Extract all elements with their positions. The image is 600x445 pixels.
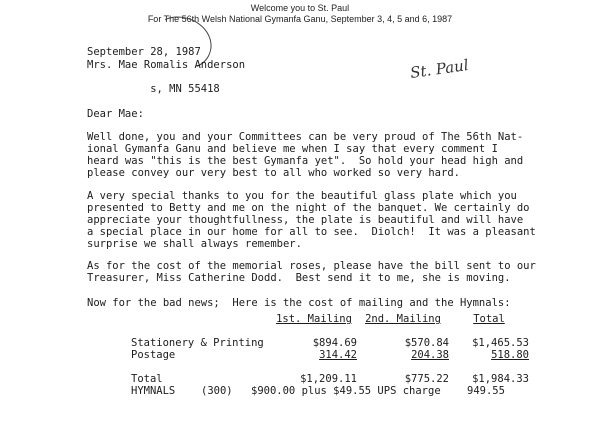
table-row [131,337,529,349]
table-row [131,349,529,361]
row-second: $570.84 [404,337,449,349]
row-label: Postage [131,349,176,361]
letterhead [0,0,600,25]
total-total: $1,984.33 [472,373,529,385]
recipient-name: Mrs. Mae Romalis Anderson [87,59,246,71]
paragraph-3: As for the cost of the memorial roses, please have the bill sent to our Treasurer, Miss Catherine Dodd. Best send it to me, she is moving. [87,260,536,284]
cost-table-header [131,313,529,325]
header-label [131,313,271,325]
row-second: 204.38 [411,349,449,361]
cost-intro: Now for the bad news; Here is the cost of mailing and the Hymnals: [87,297,511,309]
header-total: Total [473,313,505,325]
hymnals-label: HYMNALS [131,385,176,397]
handwritten-annotation: St. Paul [409,56,470,82]
header-first-mailing: 1st. Mailing [276,313,352,325]
row-first: 314.42 [319,349,357,361]
hymnals-total: 949.55 [467,385,505,397]
letterhead-welcome: Welcome you to St. Paul [250,3,350,13]
letter-date: September 28, 1987 [87,46,201,58]
header-second-mailing: 2nd. Mailing [365,313,441,325]
letterhead-event: For The 56th Welsh National Gymanfa Ganu, September 3, 4, 5 and 6, 1987 [147,14,453,24]
row-total: 518.80 [491,349,529,361]
total-second: $775.22 [404,373,449,385]
table-total-row [131,373,529,385]
row-label: Stationery & Printing [131,337,264,349]
paragraph-2: A very special thanks to you for the beautiful glass plate which you presented to Betty and me on the night of the banquet. We certainly do appreciate your thoughtfullness, the plate is beautiful and will have a special place in our home for all to see. Diolch! It was a pleasant surprise we shall always remember. [87,190,536,250]
recipient-city: s, MN 55418 [87,83,220,95]
hymnals-qty: (300) [201,385,233,397]
hymnals-row [131,385,531,445]
hymnals-detail: $900.00 plus $49.55 UPS charge [251,385,441,397]
row-total: $1,465.53 [472,337,529,349]
total-label: Total [131,373,163,385]
cost-table [131,313,529,385]
salutation: Dear Mae: [87,108,144,120]
paragraph-1: Well done, you and your Committees can be very proud of The 56th Nat- ional Gymanfa Ganu and believe me when I say that every comment I heard was "this is the best Gymanfa yet". So hold your head high and please convey our very best to all who worked so very hard. [87,131,524,179]
total-first: $1,209.11 [300,373,357,385]
row-first: $894.69 [312,337,357,349]
